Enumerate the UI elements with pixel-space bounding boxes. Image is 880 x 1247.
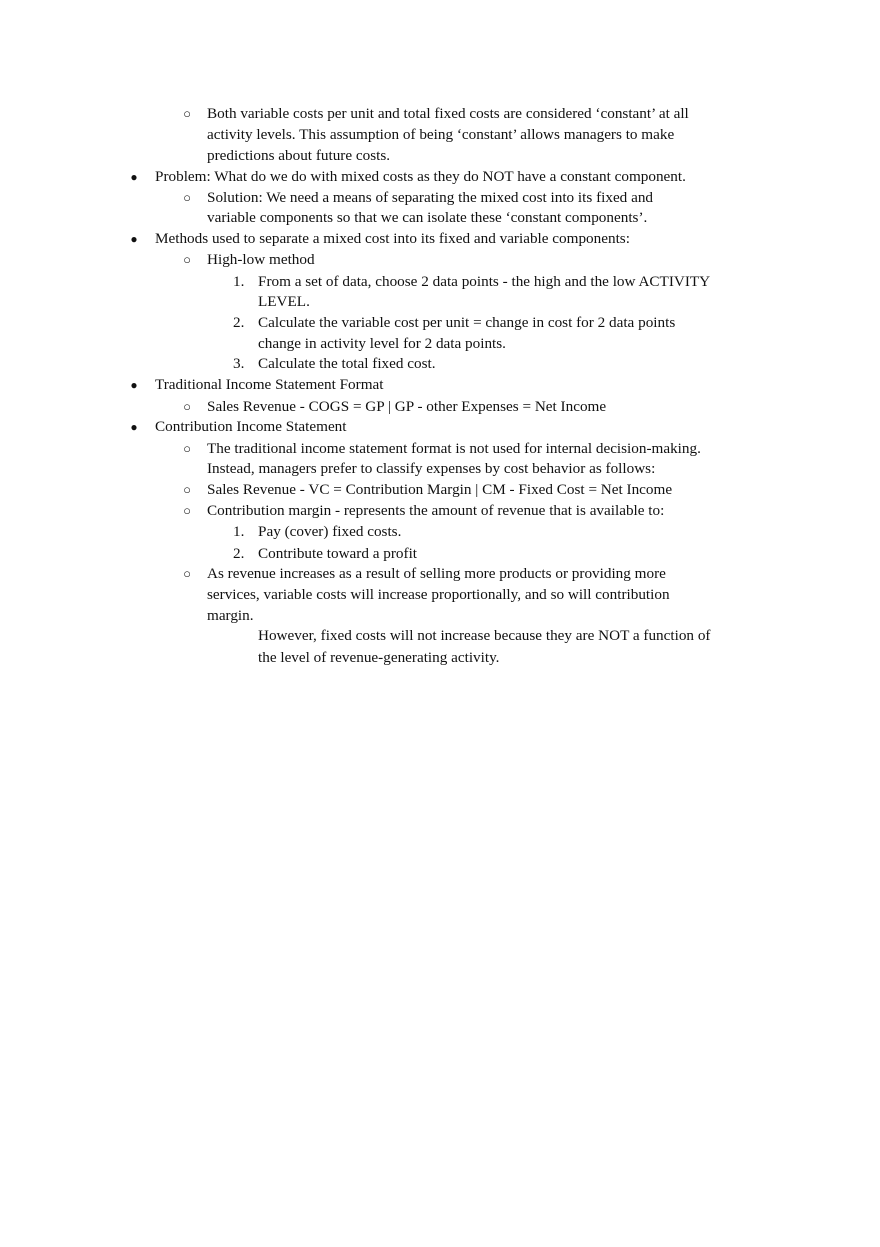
bullet-dot: ● <box>130 378 138 392</box>
text-line: activity levels. This assumption of being ‘constant’ allows managers to make <box>207 126 675 143</box>
traditional-formula: Sales Revenue - COGS = GP | GP - other Expenses = Net Income <box>207 398 607 415</box>
step-text: change in activity level for 2 data points. <box>258 335 506 352</box>
cm-item-text: Pay (cover) fixed costs. <box>258 523 402 540</box>
traditional-heading: Traditional Income Statement Format <box>155 376 384 393</box>
solution-line: Solution: We need a means of separating the mixed cost into its fixed and <box>207 189 654 206</box>
revenue-text: margin. <box>207 607 254 624</box>
step-number: 2. <box>233 314 245 331</box>
text-line: Both variable costs per unit and total fixed costs are considered ‘constant’ at all <box>207 105 689 122</box>
revenue-text: As revenue increases as a result of selling more products or providing more <box>207 565 666 582</box>
bullet-circle: ○ <box>183 252 191 267</box>
problem-line: Problem: What do we do with mixed costs as they do NOT have a constant component. <box>155 168 686 185</box>
cm-item-text: Contribute toward a profit <box>258 545 418 562</box>
methods-line: Methods used to separate a mixed cost into its fixed and variable components: <box>155 230 630 247</box>
step-text: Calculate the total fixed cost. <box>258 355 436 372</box>
contribution-text: The traditional income statement format is not used for internal decision-making. <box>207 440 701 457</box>
contribution-formula: Sales Revenue - VC = Contribution Margin | CM - Fixed Cost = Net Income <box>207 481 673 498</box>
bullet-circle: ○ <box>183 190 191 205</box>
step-text: From a set of data, choose 2 data points - the high and the low ACTIVITY <box>258 273 711 290</box>
bullet-dot: ● <box>130 170 138 184</box>
solution-line: variable components so that we can isolate these ‘constant components’. <box>207 209 648 226</box>
bullet-circle: ○ <box>183 399 191 414</box>
bullet-dot: ● <box>130 232 138 246</box>
bullet-dot: ● <box>130 420 138 434</box>
step-text: LEVEL. <box>258 293 310 310</box>
contribution-margin-def: Contribution margin - represents the amount of revenue that is available to: <box>207 502 665 519</box>
step-text: Calculate the variable cost per unit = change in cost for 2 data points <box>258 314 676 331</box>
cm-item-number: 1. <box>233 523 245 540</box>
however-text: However, fixed costs will not increase because they are NOT a function of <box>258 627 711 644</box>
high-low-heading: High-low method <box>207 251 315 268</box>
bullet-circle: ○ <box>183 106 191 121</box>
bullet-circle: ○ <box>183 441 191 456</box>
step-number: 3. <box>233 355 245 372</box>
bullet-circle: ○ <box>183 482 191 497</box>
text-line: predictions about future costs. <box>207 147 391 164</box>
contribution-text: Instead, managers prefer to classify expenses by cost behavior as follows: <box>207 460 656 477</box>
step-number: 1. <box>233 273 245 290</box>
contribution-heading: Contribution Income Statement <box>155 418 347 435</box>
revenue-text: services, variable costs will increase proportionally, and so will contribution <box>207 586 670 603</box>
cm-item-number: 2. <box>233 545 245 562</box>
bullet-circle: ○ <box>183 566 191 581</box>
however-text: the level of revenue-generating activity. <box>258 649 500 666</box>
bullet-circle: ○ <box>183 503 191 518</box>
